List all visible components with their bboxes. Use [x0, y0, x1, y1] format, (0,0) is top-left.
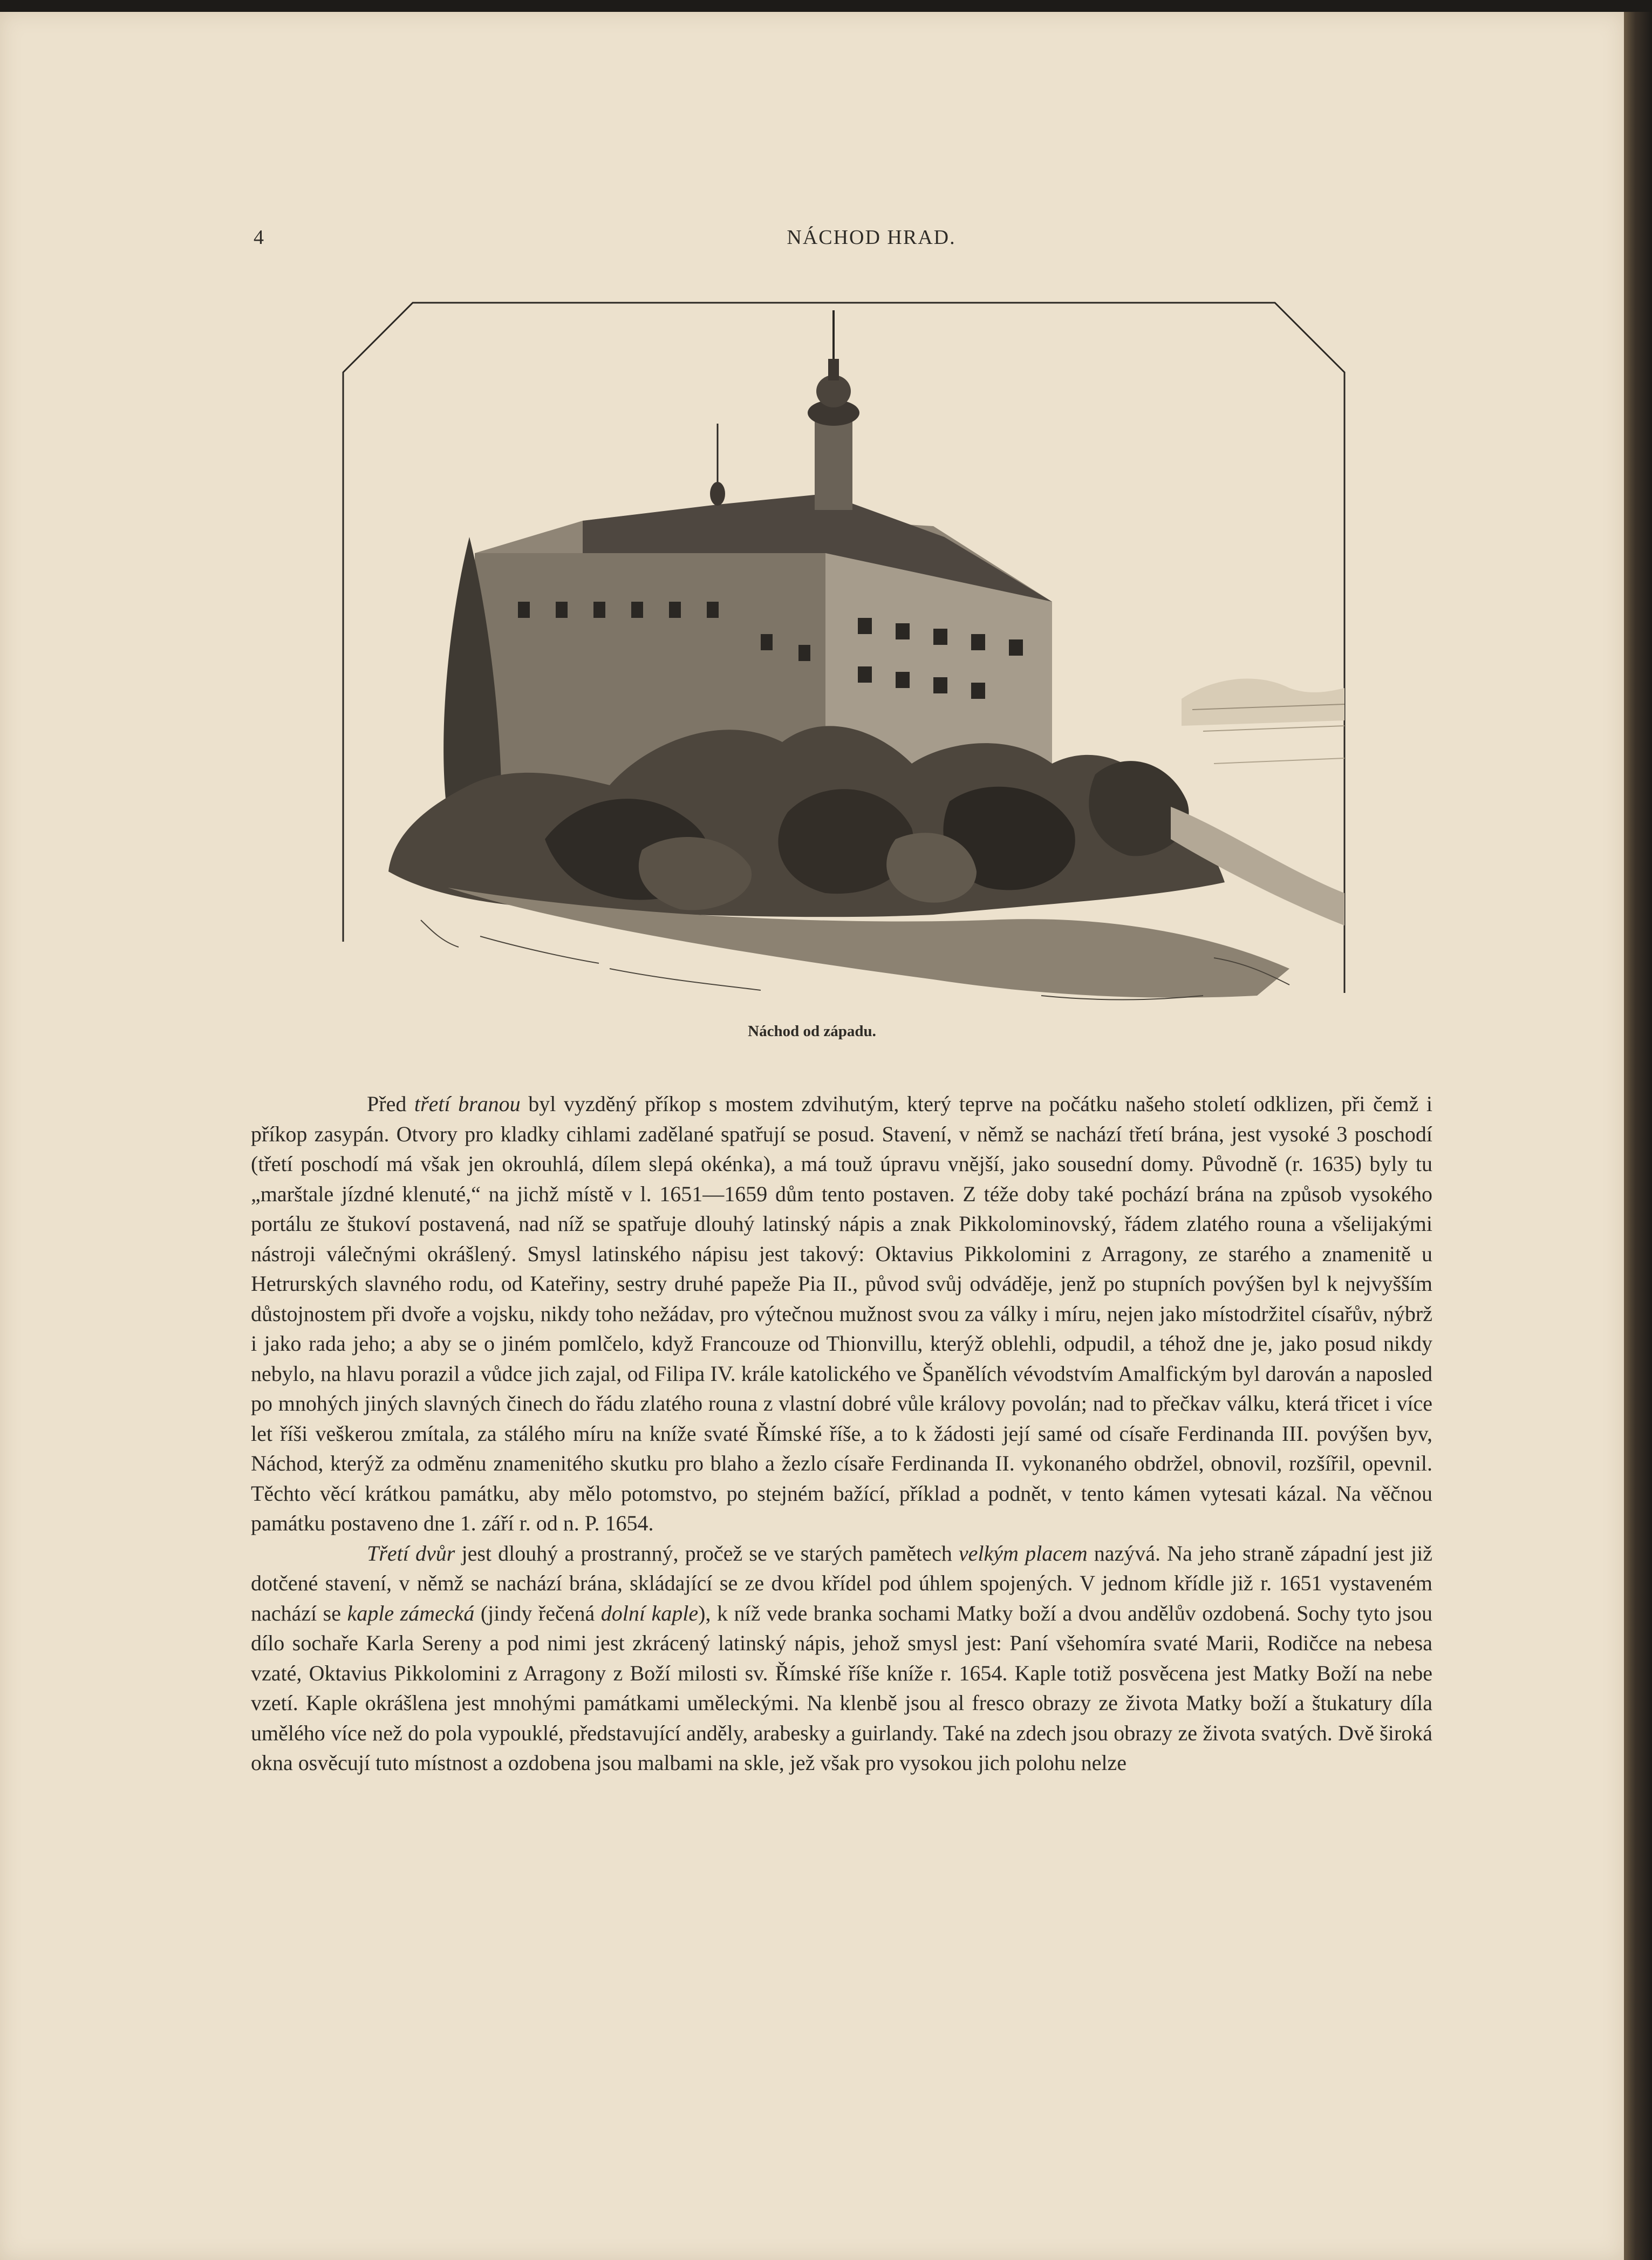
page-edge-shadow [1624, 12, 1652, 2260]
text-run: Před [367, 1092, 414, 1116]
italic-term: velkým placem [958, 1541, 1088, 1565]
text-run: jest dlouhý a prostranný, pročež se ve starých pamětech [455, 1541, 959, 1565]
paragraph-third-courtyard [251, 1539, 1432, 1778]
italic-term: Třetí dvůr [367, 1541, 455, 1565]
castle-engraving [340, 299, 1349, 1017]
running-title: NÁCHOD HRAD. [787, 226, 956, 249]
page-number: 4 [254, 226, 264, 249]
italic-term: dolní kaple [600, 1601, 699, 1625]
engraving-drawing [340, 299, 1349, 1017]
body-text [251, 1089, 1432, 1778]
text-run: byl vyzděný příkop s mostem zdvihutým, který teprve na počátku našeho století odklizen, při čemž i příkop zasypán. Otvory pro kladky cihlami zadělané spatřují se posud. Stavení, v němž se nachází třetí brána, jest vysoké 3 poschodí (třetí poschodí má však jen okrouhlá, dílem slepá okénka), a má touž úpravu vnější, jako sousední domy. Původně (r. 1635) byly tu „marštale jízdné klenuté,“ na jichž místě v l. 1651—1659 dům tento postaven. Z téže doby také pochází brána na způsob vysokého portálu ze štukoví postavená, nad níž se spatřuje dlouhý latinský nápis a znak Pikkolominovský, řádem zlatého rouna a všelijakými nástroji válečnými okrášlený. Smysl latinského nápisu jest takový: Oktavius Pikkolomini z Arragony, ze starého a znamenitě u Hetrurských slavného rodu, od Kateřiny, sestry druhé papeže Pia II., původ svůj odváděje, jenž po stupních povýšen byl k nejvyšším důstojnostem při dvoře a vojsku, nikdy toho nežádav, pro výtečnou mužnost svou za války i míru, nejen jako místodržitel císařův, nýbrž i jako rada jeho; a aby se o jiném pomlčelo, když Francouze od Thionvillu, kterýž oblehli, odpudil, a téhož dne je, jako posud nikdy nebylo, na hlavu porazil a vůdce jich zajal, od Filipa IV. krále katolického ve Španělích vévodstvím Amalfickým byl darován a naposled po mnohých jiných slavných činech do řádu zlatého rouna z vlastní dobré vůle královy povolán; nad to přečkav válku, která třicet i více let říši veškerou zmítala, za stálého míru na kníže svaté Římské říše, a to k žádosti její samé od císaře Ferdinanda III. povýšen byv, Náchod, kterýž za odměnu znamenitého skutku pro blaho a žezlo císaře Ferdinanda II. vykonaného obdržel, obnovil, rozšířil, opevnil. Těchto věcí krátkou památku, aby mělo potomstvo, po stejném bažící, příklad a podnět, v tento kámen vytesati kázal. Na věčnou památku postaveno dne 1. září r. od n. P. 1654. [251, 1092, 1433, 1535]
text-run: ), k níž vede branka sochami Matky boží a dvou andělův ozdobená. Sochy tyto jsou dílo sochaře Karla Sereny a pod nimi jest zkrácený latinský nápis, jehož smysl jest: Paní všehomíra svaté Marii, Rodičce na nebesa vzaté, Oktavius Pikkolomini z Arragony z Boží milosti sv. Římské říše kníže r. 1654. Kaple totiž posvěcena jest Matky Boží na nebe vzetí. Kaple okrášlena jest mnohými památkami uměleckými. Na klenbě jsou al fresco obrazy ze života Matky boží a štukatury díla umělého více než do pola vypouklé, představující anděly, arabesky a guirlandy. Také na zdech jsou obrazy ze života svatých. Dvě široká okna osvěcují tuto místnost a ozdobena jsou malbami na skle, jež však pro vysokou jich polohu nelze [251, 1601, 1433, 1775]
italic-term: třetí branou [414, 1092, 521, 1116]
text-run: nazývá. Na jeho straně západní jest již dotčené stavení, v němž se nachází brána, skládající se ze dvou křídel pod úhlem spojených. V jednom křídle již r. 1651 vystaveném nachází se [251, 1541, 1432, 1625]
illustration-caption: Náchod od západu. [748, 1023, 876, 1040]
italic-term: kaple zámecká [347, 1601, 475, 1625]
text-run: (jindy řečená [474, 1601, 601, 1625]
paragraph-third-gate [251, 1089, 1432, 1539]
running-head [254, 226, 1489, 258]
